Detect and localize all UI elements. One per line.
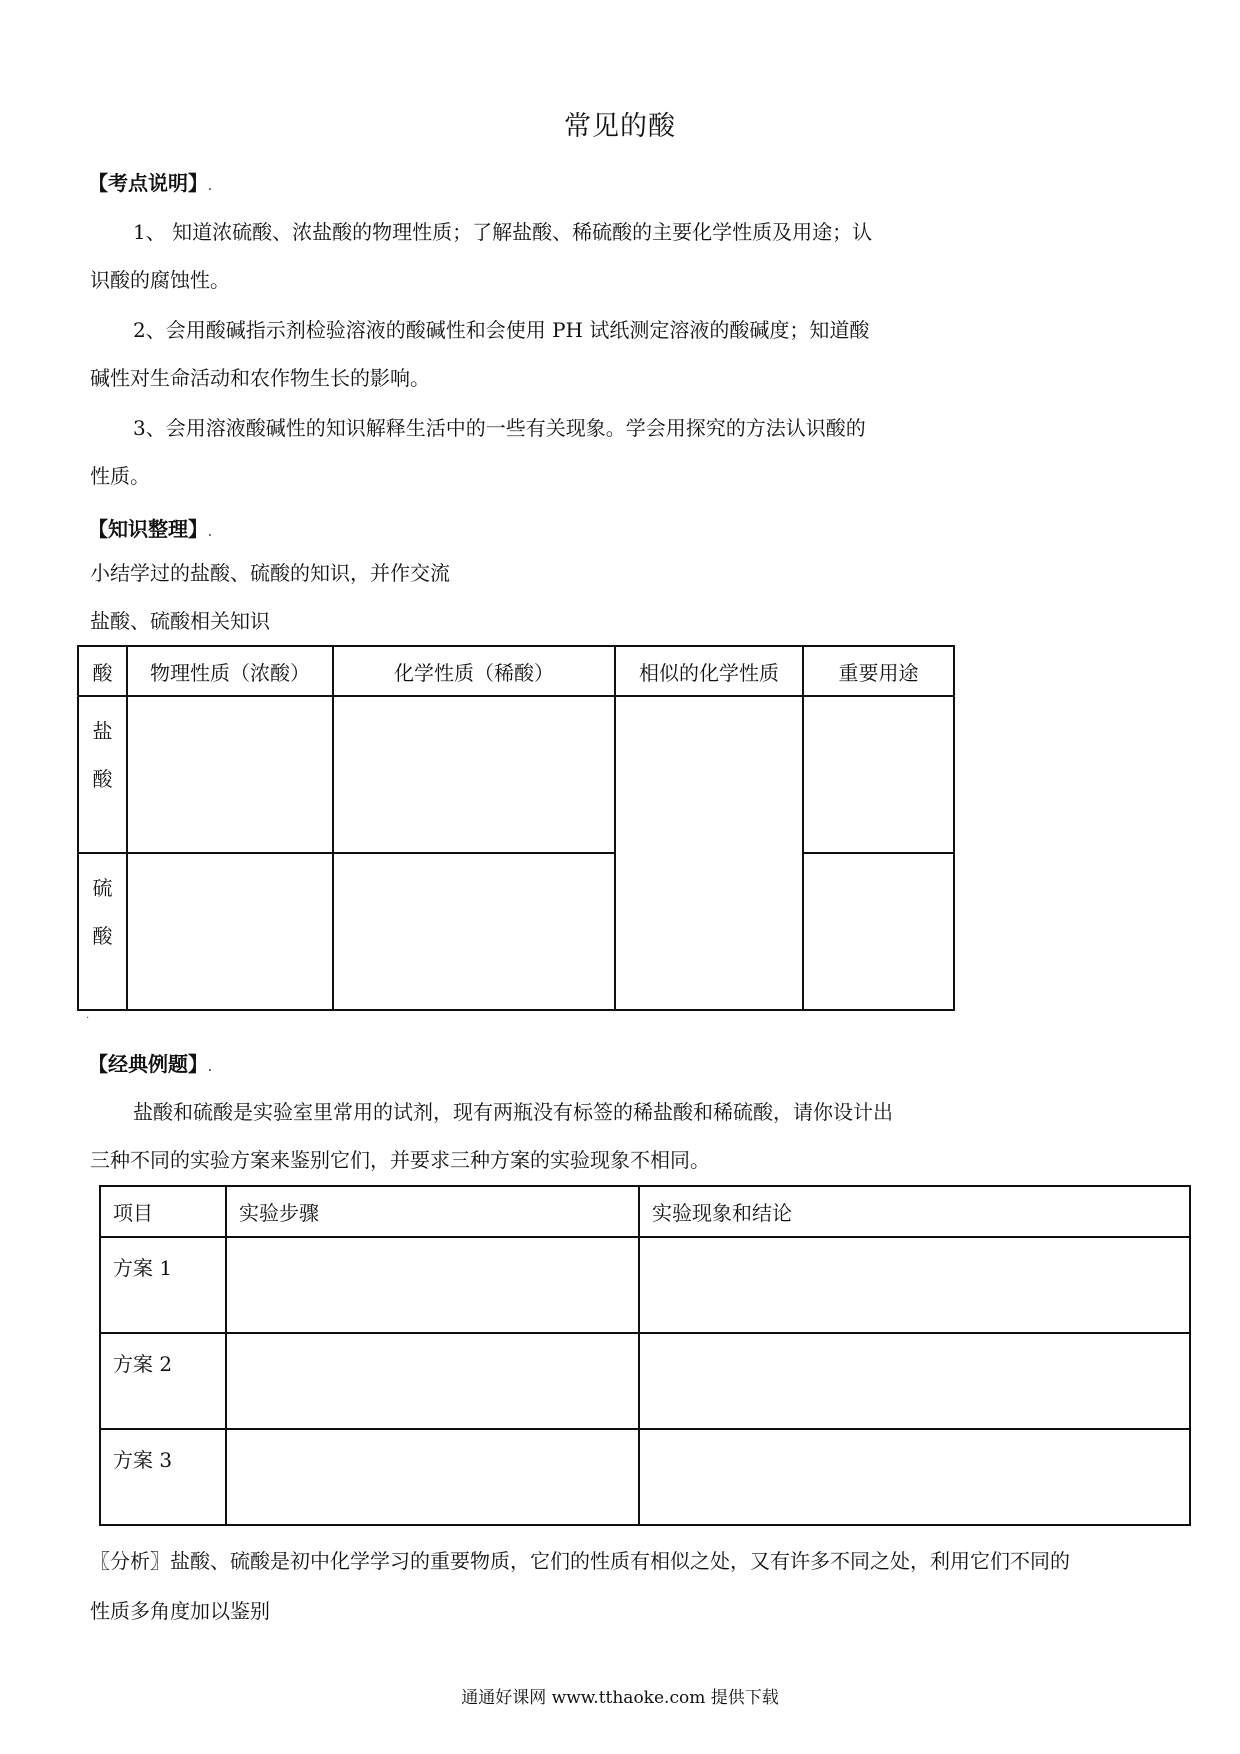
table-row-plan-2: [100, 1333, 1190, 1429]
blank-cell[interactable]: [127, 853, 333, 1010]
exam-point-3-line-2: 性质。: [90, 464, 150, 488]
blank-cell[interactable]: [226, 1333, 639, 1429]
table-header-row: [100, 1186, 1190, 1237]
experiment-plan-table: [99, 1185, 1191, 1526]
exam-point-2-line-2: 碱性对生命活动和农作物生长的影响。: [90, 366, 430, 390]
example-question-line-2: 三种不同的实验方案来鉴别它们，并要求三种方案的实验现象不相同。: [90, 1148, 710, 1172]
blank-cell[interactable]: [639, 1429, 1190, 1525]
blank-cell[interactable]: [226, 1237, 639, 1333]
header-chemical-properties: 化学性质（稀酸）: [333, 646, 615, 696]
acid-knowledge-table: [77, 645, 955, 1011]
blank-cell[interactable]: [803, 853, 954, 1010]
blank-cell[interactable]: [803, 696, 954, 853]
examples-header: [88, 1048, 212, 1077]
exam-points-header-text: 【考点说明】: [88, 171, 208, 195]
exam-point-2-line-1: 2、会用酸碱指示剂检验溶液的酸碱性和会使用 PH 试纸测定溶液的酸碱度；知道酸: [133, 318, 870, 342]
knowledge-header-text: 【知识整理】: [88, 517, 208, 541]
blank-cell[interactable]: [639, 1237, 1190, 1333]
trailing-dot: .: [208, 528, 212, 539]
header-experiment-steps: 实验步骤: [226, 1186, 639, 1237]
table-row-plan-1: [100, 1237, 1190, 1333]
table-header-row: [78, 646, 954, 696]
exam-point-3-line-1: 3、会用溶液酸碱性的知识解释生活中的一些有关现象。学会用探究的方法认识酸的: [133, 416, 866, 440]
knowledge-table-caption: 盐酸、硫酸相关知识: [90, 609, 270, 633]
blank-cell[interactable]: [127, 696, 333, 853]
header-phenomena-conclusion: 实验现象和结论: [639, 1186, 1190, 1237]
analysis-line-1: 〖分析〗盐酸、硫酸是初中化学学习的重要物质，它们的性质有相似之处，又有许多不同之处，利用它们不同的: [90, 1549, 1070, 1573]
exam-points-header: [88, 167, 212, 196]
plan-label: 方案 1: [100, 1237, 226, 1333]
acid-name-char: 酸: [92, 767, 113, 791]
trailing-dot: .: [208, 182, 212, 193]
table-row-sulfuric-acid: [78, 853, 954, 1010]
blank-cell[interactable]: [226, 1429, 639, 1525]
plan-label: 方案 3: [100, 1429, 226, 1525]
analysis-line-2: 性质多角度加以鉴别: [90, 1599, 270, 1623]
acid-name-char: 硫: [92, 876, 113, 900]
knowledge-intro: 小结学过的盐酸、硫酸的知识，并作交流: [90, 561, 450, 585]
example-question-line-1: 盐酸和硫酸是实验室里常用的试剂，现有两瓶没有标签的稀盐酸和稀硫酸，请你设计出: [133, 1100, 893, 1124]
acid-name-cell: [78, 696, 127, 853]
trailing-dot: .: [208, 1063, 212, 1074]
blank-cell[interactable]: [639, 1333, 1190, 1429]
exam-point-1-line-1: 1、 知道浓硫酸、浓盐酸的物理性质；了解盐酸、稀硫酸的主要化学性质及用途；认: [133, 220, 873, 244]
blank-cell-similar-properties[interactable]: [615, 696, 803, 1010]
acid-name-char: 酸: [92, 924, 113, 948]
acid-name-char: 盐: [92, 719, 113, 743]
header-physical-properties: 物理性质（浓酸）: [127, 646, 333, 696]
header-important-uses: 重要用途: [803, 646, 954, 696]
blank-cell[interactable]: [333, 853, 615, 1010]
knowledge-header: [88, 513, 212, 542]
plan-label: 方案 2: [100, 1333, 226, 1429]
table-row-plan-3: [100, 1429, 1190, 1525]
header-similar-properties: 相似的化学性质: [615, 646, 803, 696]
header-item: 项目: [100, 1186, 226, 1237]
examples-header-text: 【经典例题】: [88, 1052, 208, 1076]
exam-point-1-line-2: 识酸的腐蚀性。: [90, 268, 230, 292]
page-title: 常见的酸: [564, 111, 676, 142]
footer-text: 通通好课网 www.tthaoke.com 提供下载: [461, 1688, 779, 1708]
table-row-hydrochloric-acid: [78, 696, 954, 853]
stray-dot: .: [86, 1010, 90, 1021]
header-acid: 酸: [78, 646, 127, 696]
acid-name-cell: [78, 853, 127, 1010]
blank-cell[interactable]: [333, 696, 615, 853]
